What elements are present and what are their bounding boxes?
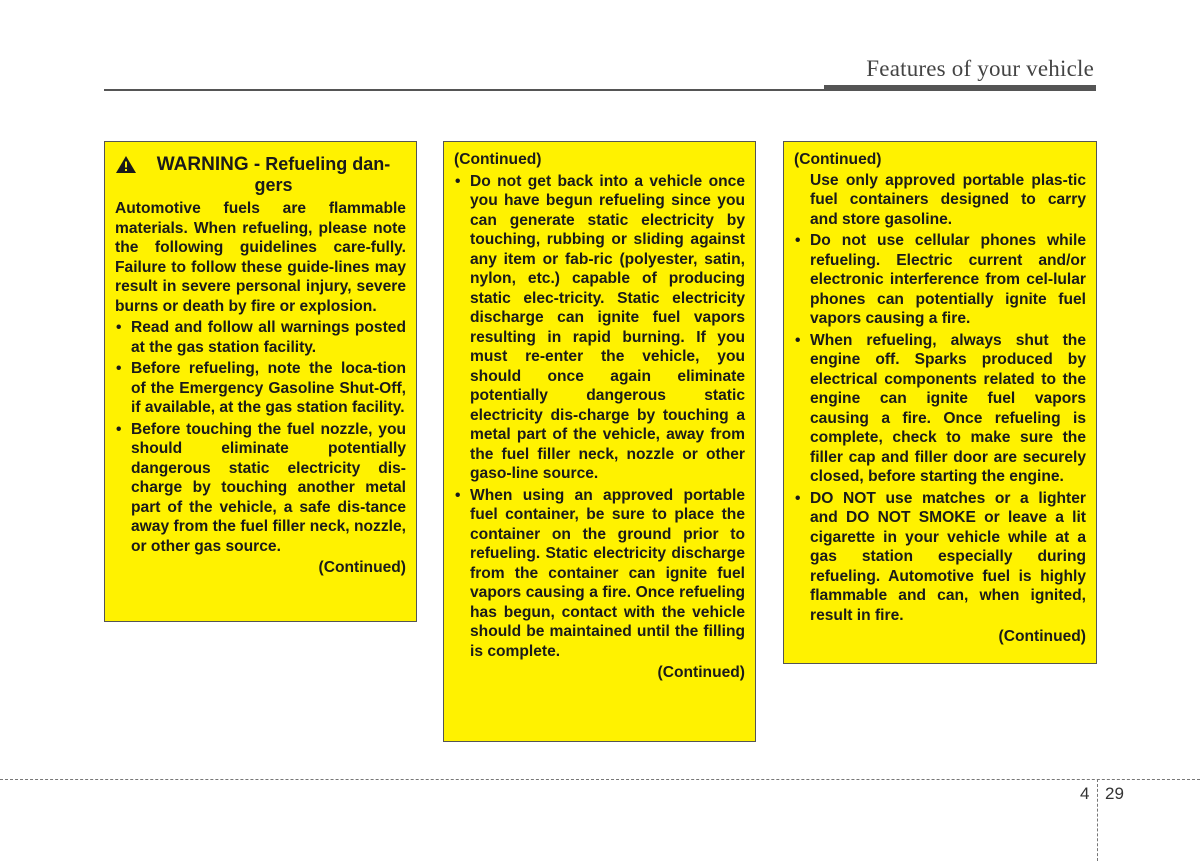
continued-label: (Continued) — [998, 628, 1086, 645]
warning-box-continued-2 — [783, 141, 1097, 664]
warning-triangle-icon — [115, 154, 141, 179]
warning-title: Refueling dan-gers — [254, 154, 391, 195]
warning-box-refueling — [104, 141, 417, 622]
list-item: • When refueling, always shut the engine off. Sparks produced by electrical components related to the engine can ignite fuel vapors causing a fire. Once refueling is complete, check to make sure the filler cap and filler door are securely closed, before starting the engine. — [794, 331, 1086, 487]
list-item: • Read and follow all warnings posted at the gas station facility. — [115, 318, 406, 357]
list-item: • DO NOT use matches or a lighter and DO NOT SMOKE or leave a lit cigarette in your vehicle while at a gas station especially during refueling. Automotive fuel is highly flammable and can, when ignited, result in fire. — [794, 489, 1086, 626]
list-item: • Before touching the fuel nozzle, you should eliminate potentially dangerous static electricity dis-charge by touching another metal part of the vehicle, a safe dis-tance away from the fuel filler neck, nozzle, or other gas source. — [115, 420, 406, 557]
warning-heading — [115, 154, 406, 196]
warning-word: WARNING - — [156, 154, 261, 175]
continued-heading: (Continued) — [454, 151, 542, 168]
list-item: • Before refueling, note the loca-tion of the Emergency Gasoline Shut-Off, if available, at the gas station facility. — [115, 359, 406, 418]
warning-bullet-list — [115, 318, 406, 556]
list-item: • When using an approved portable fuel container, be sure to place the container on the ground prior to refueling. Static electricity discharge from the container can ignite fuel vapors causing a fire. Once refueling has begun, contact with the vehicle should be maintained until the filling is complete. — [454, 486, 745, 662]
continued-lead-text: Use only approved portable plas-tic fuel containers designed to carry and store gasoline. — [810, 171, 1086, 228]
chapter-number: 4 — [1080, 784, 1090, 803]
list-item: • Do not use cellular phones while refueling. Electric current and/or electronic interference from cel-lular phones can potentially ignite fuel vapors causing a fire. — [794, 231, 1086, 329]
footer-divider — [0, 779, 1200, 780]
page-number: 29 — [1105, 784, 1124, 803]
continued-label: (Continued) — [657, 664, 745, 681]
header-rule — [104, 89, 824, 91]
warning-intro: Automotive fuels are flammable materials. When refueling, please note the following guidelines care-fully. Failure to follow these guide-lines may result in severe personal injury, severe burns or death by fire or explosion. — [115, 200, 406, 315]
continued-label: (Continued) — [318, 559, 406, 576]
warning-bullet-list — [794, 231, 1086, 625]
list-item: • Do not get back into a vehicle once you have begun refueling since you can generate static electricity by touching, rubbing or sliding against any item or fab-ric (polyester, satin, nylon, etc.) capable of producing static elec-tricity. Static electricity discharge can ignite fuel vapors resulting in rapid burning. If you must re-enter the vehicle, you should once again eliminate potentially dangerous static electricity dis-charge by touching a metal part of the vehicle, away from the fuel filler neck, nozzle or other gaso-line source. — [454, 172, 745, 484]
page-header-title: Features of your vehicle — [866, 56, 1094, 81]
continued-heading: (Continued) — [794, 151, 882, 168]
warning-bullet-list — [454, 172, 745, 662]
warning-box-continued-1 — [443, 141, 756, 742]
page-number-divider — [1097, 779, 1098, 861]
warning-heading-text — [141, 154, 406, 196]
header-rule-accent — [824, 85, 1096, 91]
